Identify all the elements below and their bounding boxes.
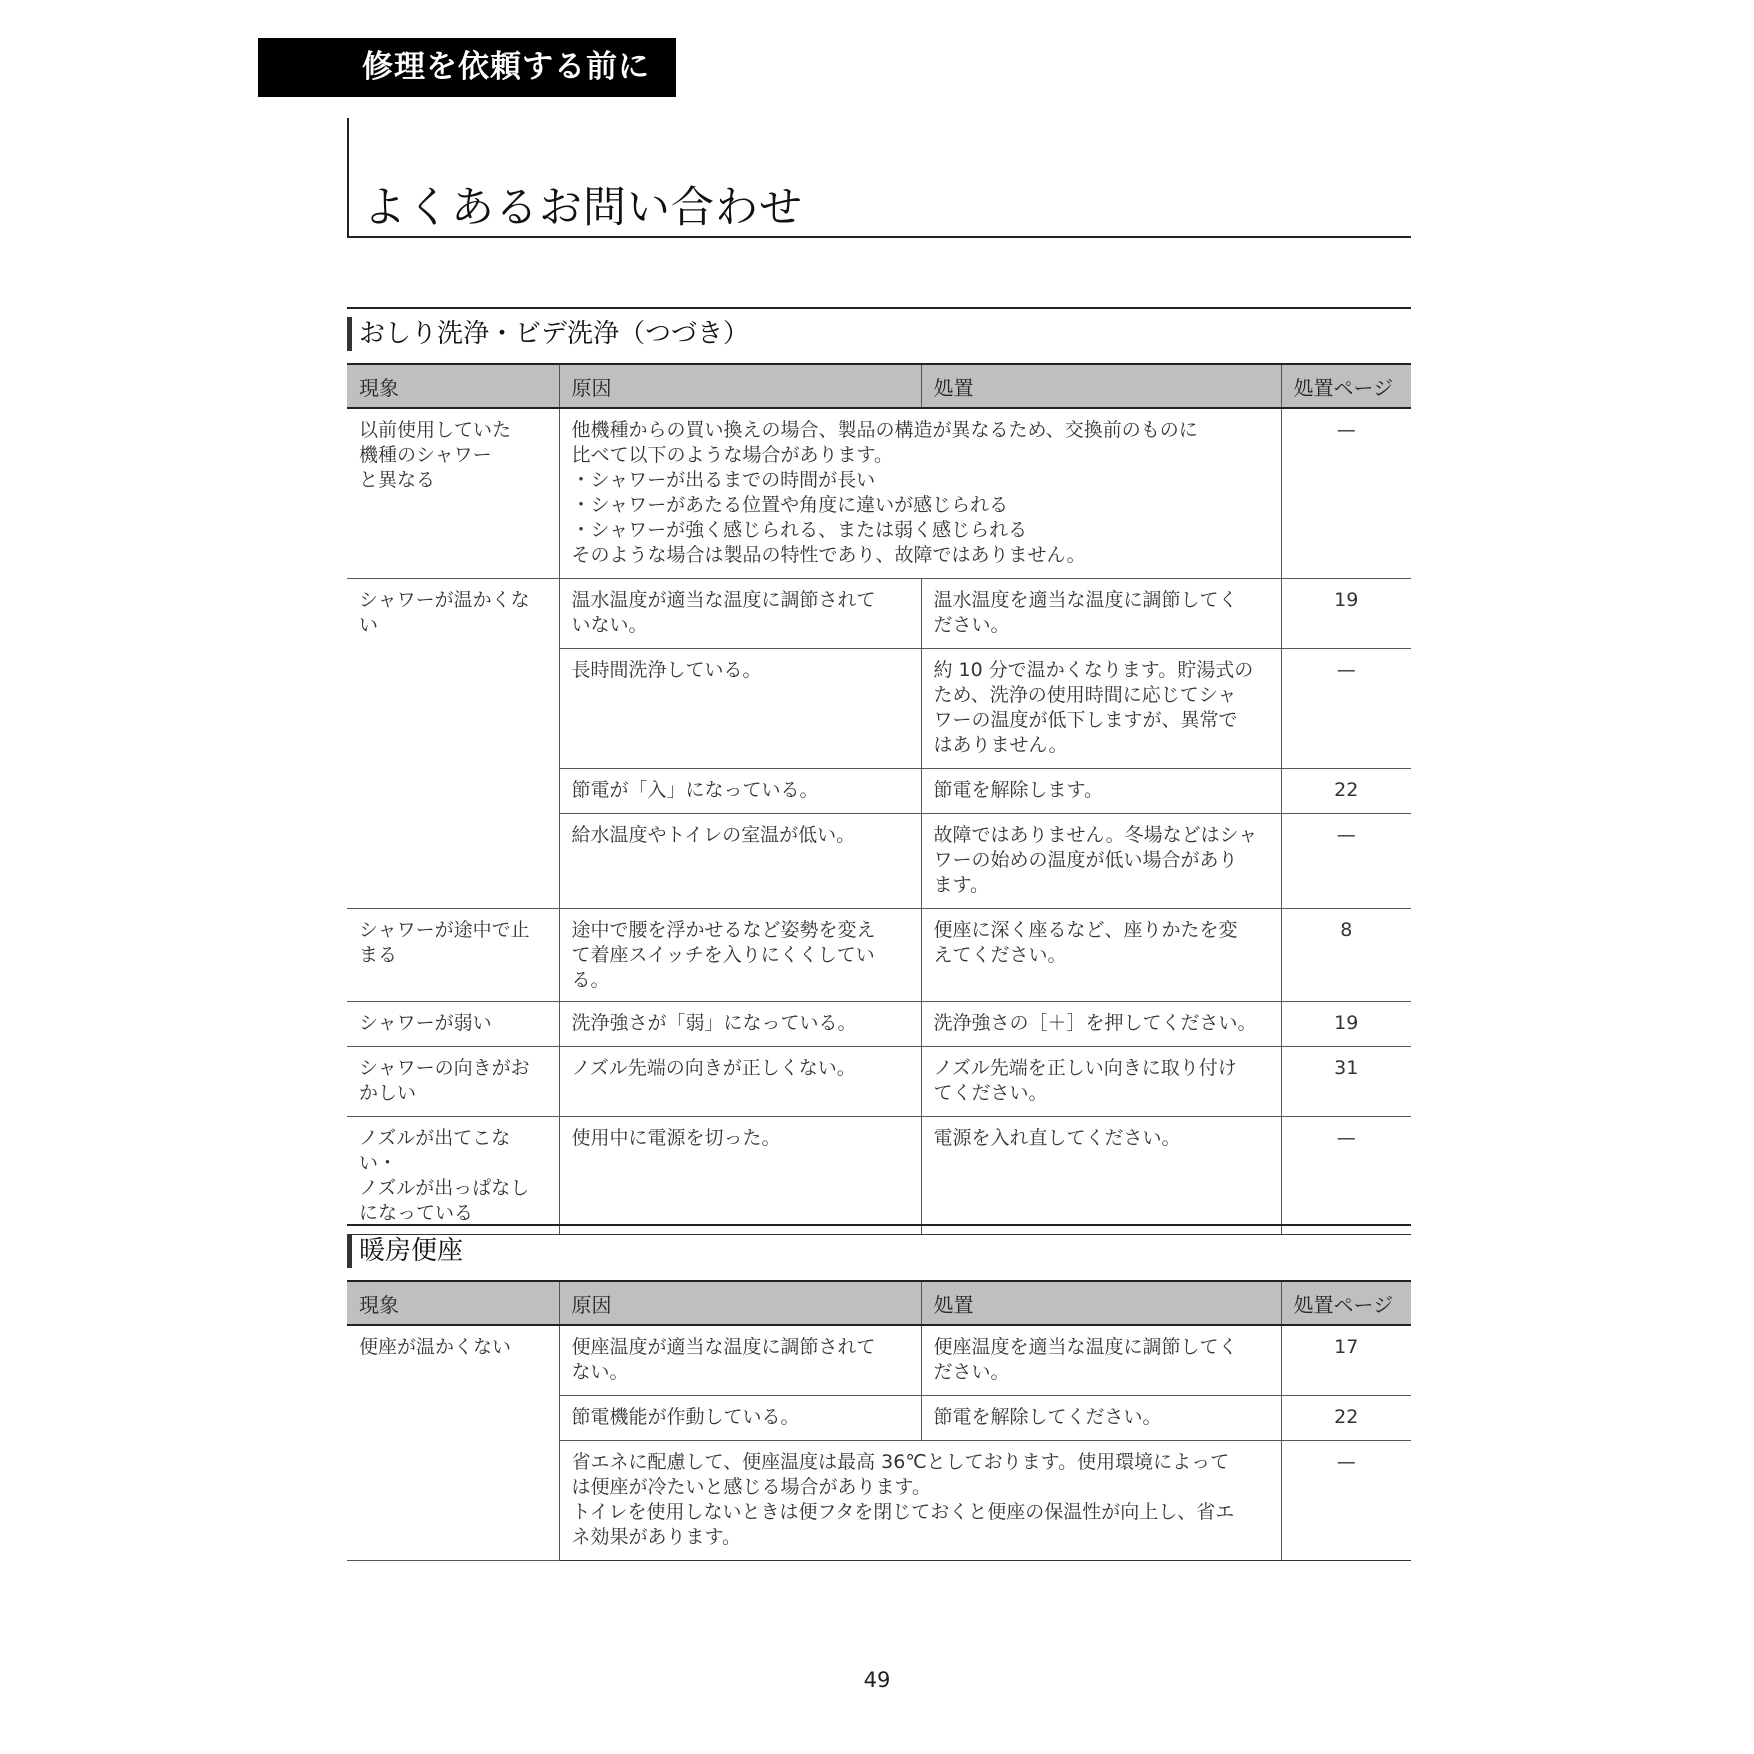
header-page: 処置ページ [1281,1281,1411,1325]
action-cell: 故障ではありません。冬場などはシャ ワーの始めの温度が低い場合があり ます。 [921,814,1281,909]
symptom-cell: シャワーが温かくな い [347,579,559,909]
chapter-banner: 修理を依頼する前に [258,38,676,97]
page-cell: 8 [1281,909,1411,1002]
page-cell: 17 [1281,1325,1411,1396]
page-number: 49 [863,1668,891,1692]
cause-cell: 途中で腰を浮かせるなど姿勢を変え て着座スイッチを入りにくくしている。 [559,909,921,1002]
header-page: 処置ページ [1281,364,1411,408]
table-header-row [347,364,1411,408]
action-cell: ノズル先端を正しい向きに取り付け てください。 [921,1047,1281,1117]
symptom-cell: シャワーの向きがお かしい [347,1047,559,1117]
table-header-row [347,1281,1411,1325]
header-cause: 原因 [559,1281,921,1325]
cause-cell: 節電が「入」になっている。 [559,769,921,814]
action-cell: 温水温度を適当な温度に調節してく ださい。 [921,579,1281,649]
symptom-cell: シャワーが弱い [347,1002,559,1047]
action-cell: 洗浄強さの［＋］を押してください。 [921,1002,1281,1047]
cause-cell: 洗浄強さが「弱」になっている。 [559,1002,921,1047]
action-cell: 節電を解除してください。 [921,1396,1281,1441]
table-row [347,1117,1411,1235]
table-row [347,1047,1411,1117]
page-cell: — [1281,649,1411,769]
table-row [347,579,1411,649]
cause-cell: 給水温度やトイレの室温が低い。 [559,814,921,909]
cause-cell: 温水温度が適当な温度に調節されて いない。 [559,579,921,649]
table-row [347,1325,1411,1396]
cause-cell: 節電機能が作動している。 [559,1396,921,1441]
page-title: よくあるお問い合わせ [363,183,803,233]
header-symptom: 現象 [347,364,559,408]
cause-cell: 省エネに配慮して、便座温度は最高 36℃としております。使用環境によって は便座が冷たいと感じる場合があります。 トイレを使用しないときは便フタを閉じておくと便座の保温性が向上し、省エ ネ効果があります。 [559,1441,1281,1561]
section-heading-shower [347,307,1411,349]
action-cell: 便座に深く座るなど、座りかたを変 えてください。 [921,909,1281,1002]
faq-table-shower [347,363,1411,1235]
action-cell: 節電を解除します。 [921,769,1281,814]
header-action: 処置 [921,364,1281,408]
header-symptom: 現象 [347,1281,559,1325]
page-cell: — [1281,1117,1411,1235]
page-cell: — [1281,814,1411,909]
table-row [347,1002,1411,1047]
symptom-cell: 以前使用していた 機種のシャワー と異なる [347,408,559,579]
cause-cell: ノズル先端の向きが正しくない。 [559,1047,921,1117]
cause-cell: 使用中に電源を切った。 [559,1117,921,1235]
page-cell: — [1281,1441,1411,1561]
page-cell: 19 [1281,1002,1411,1047]
page-cell: — [1281,408,1411,579]
table-row [347,408,1411,579]
cause-cell: 長時間洗浄している。 [559,649,921,769]
page-cell: 19 [1281,579,1411,649]
header-action: 処置 [921,1281,1281,1325]
cause-cell: 他機種からの買い換えの場合、製品の構造が異なるため、交換前のものに 比べて以下のような場合があります。 ・シャワーが出るまでの時間が長い ・シャワーがあたる位置や角度に違いが感じられる ・シャワーが強く感じられる、または弱く感じられる そのような場合は製品の特性であり、故障ではありません。 [559,408,1281,579]
page-cell: 22 [1281,769,1411,814]
table-row [347,909,1411,1002]
symptom-cell: 便座が温かくない [347,1325,559,1561]
symptom-cell: ノズルが出てこない・ ノズルが出っぱなし になっている [347,1117,559,1235]
action-cell: 約 10 分で温かくなります。貯湯式の ため、洗浄の使用時間に応じてシャ ワーの温度が低下しますが、異常で はありません。 [921,649,1281,769]
action-cell: 便座温度を適当な温度に調節してく ださい。 [921,1325,1281,1396]
action-cell: 電源を入れ直してください。 [921,1117,1281,1235]
header-cause: 原因 [559,364,921,408]
faq-table-heated-seat [347,1280,1411,1561]
symptom-cell: シャワーが途中で止 まる [347,909,559,1002]
cause-cell: 便座温度が適当な温度に調節されて ない。 [559,1325,921,1396]
section-title: おしり洗浄・ビデ洗浄（つづき） [359,319,750,349]
section-marker [347,317,352,351]
page-cell: 31 [1281,1047,1411,1117]
section-title: 暖房便座 [359,1236,464,1266]
section-heading-heated-seat [347,1224,1411,1266]
page-cell: 22 [1281,1396,1411,1441]
section-marker [347,1234,352,1268]
page-title-block [347,118,1411,238]
